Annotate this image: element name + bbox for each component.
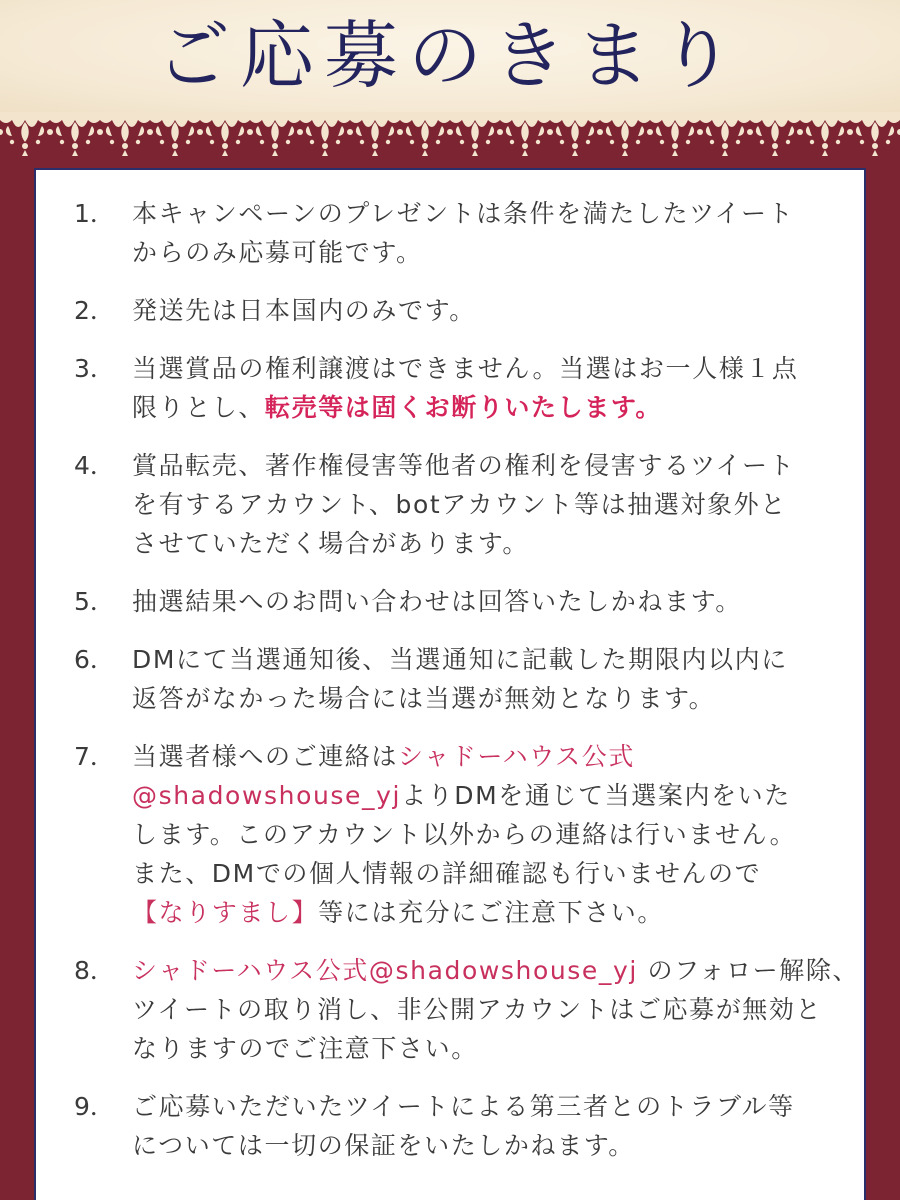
rule-text-line: 賞品転売、著作権侵害等他者の権利を侵害するツイート (132, 451, 796, 480)
resale-prohibited-emphasis: 転売等は固くお断りいたします。 (265, 393, 663, 422)
rule-item-2 (36, 291, 868, 330)
rule-text-line: させていただく場合があります。 (132, 529, 530, 558)
rules-list (36, 194, 868, 1184)
rule-text-line: については一切の保証をいたしかねます。 (132, 1131, 635, 1160)
header-banner (0, 0, 900, 112)
rule-number: 4． (74, 451, 115, 480)
official-account-name-link[interactable]: シャドーハウス公式 (398, 742, 635, 771)
rule-item-1 (36, 194, 868, 272)
rule-item-4 (36, 446, 868, 563)
official-account-handle-link[interactable]: @shadowshouse_yj (132, 781, 402, 810)
rule-number: 1． (74, 199, 115, 228)
rule-number: 5． (74, 587, 115, 616)
rule-item-3 (36, 349, 868, 427)
rule-text-line: します。このアカウント以外からの連絡は行いません。 (132, 820, 797, 849)
official-account-link[interactable]: シャドーハウス公式@shadowshouse_yj (132, 956, 638, 985)
rule-text-line: DMにて当選通知後、当選通知に記載した期限内以内に (132, 645, 788, 674)
rule-text-line (132, 737, 844, 776)
rule-text-line (132, 951, 860, 990)
impersonation-warning-emphasis: 【なりすまし】 (132, 898, 319, 927)
rule-item-9 (36, 1087, 868, 1165)
rule-text-line: 発送先は日本国内のみです。 (132, 296, 476, 325)
rule-text-line: 本キャンペーンのプレゼントは条件を満たしたツイート (132, 199, 795, 228)
lace-border-decoration (0, 112, 900, 158)
rule-item-5 (36, 582, 868, 621)
rule-text-line: 当選賞品の権利譲渡はできません。当選はお一人様１点 (132, 354, 799, 383)
rule-text: 等には充分にご注意下さい。 (318, 898, 665, 927)
rule-number: 8． (74, 956, 115, 985)
rule-text: のフォロー解除、 (637, 956, 860, 985)
rule-text-line: 抽選結果へのお問い合わせは回答いたしかねます。 (132, 587, 742, 616)
rule-text-line (132, 388, 844, 427)
rule-number: 9． (74, 1092, 115, 1121)
rule-number: 6． (74, 645, 115, 674)
rule-text-line: ご応募いただいたツイートによる第三者とのトラブル等 (132, 1092, 795, 1121)
rule-text: 限りとし、 (132, 393, 266, 422)
rule-text-line: 返答がなかった場合には当選が無効となります。 (132, 684, 716, 713)
rule-number: 3． (74, 354, 115, 383)
page-title: ご応募のきまり (156, 13, 744, 99)
rule-text-line: なりますのでご注意下さい。 (132, 1034, 478, 1063)
rule-number: 2． (74, 296, 115, 325)
rule-item-7 (36, 737, 868, 932)
rule-text: 当選者様へのご連絡は (132, 742, 399, 771)
rule-text: よりDMを通じて当選案内をいた (401, 781, 791, 810)
rule-text-line: また、DMでの個人情報の詳細確認も行いませんので (132, 859, 762, 888)
rules-panel (34, 168, 866, 1200)
rule-text-line: を有するアカウント、botアカウント等は抽選対象外と (132, 490, 787, 519)
rule-text-line (132, 893, 844, 932)
rule-item-6 (36, 640, 868, 718)
rule-text-line (132, 776, 844, 815)
rule-item-8 (36, 951, 868, 1068)
rule-number: 7． (74, 742, 115, 771)
rule-text-line: ツイートの取り消し、非公開アカウントはご応募が無効と (132, 995, 823, 1024)
rule-text-line: からのみ応募可能です。 (132, 238, 423, 267)
